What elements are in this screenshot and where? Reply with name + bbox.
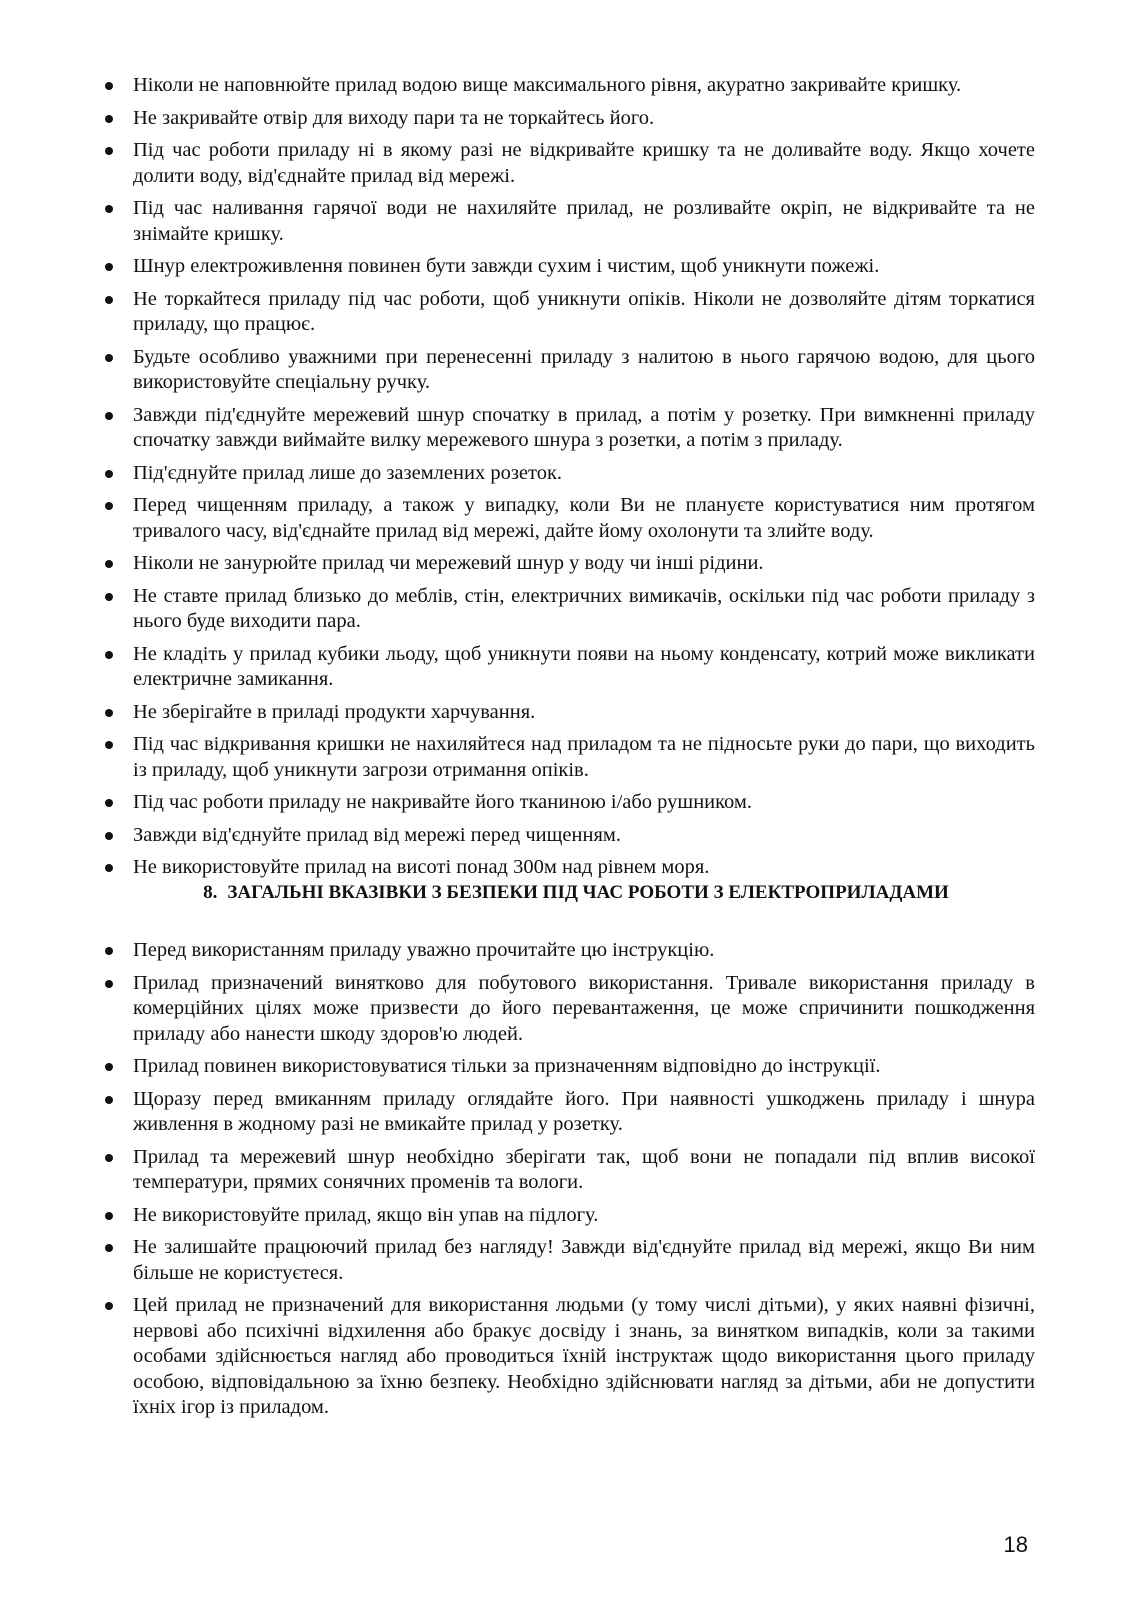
list-item — [103, 642, 1035, 693]
list-item-text: Під час наливання гарячої води не нахиляйте прилад, не розливайте окріп, не відкривайте та не знімайте кришку. — [133, 197, 1035, 245]
bullet-icon — [105, 1063, 113, 1071]
list-item — [103, 138, 1035, 189]
list-item-text: Прилад та мережевий шнур необхідно зберігати так, щоб вони не попадали під вплив високої температури, прямих сонячних променів та вологи. — [133, 1145, 1035, 1193]
section-heading — [0, 880, 1132, 906]
list-item — [103, 403, 1035, 454]
section-title: ЗАГАЛЬНІ ВКАЗІВКИ З БЕЗПЕКИ ПІД ЧАС РОБОТИ З ЕЛЕКТРОПРИЛАДАМИ — [227, 882, 949, 903]
list-item — [103, 700, 1035, 726]
bullet-icon — [105, 560, 113, 568]
list-item-text: Перед чищенням приладу, а також у випадку, коли Ви не плануєте користуватися ним протягом тривалого часу, від'єднайте прилад від мережі, дайте йому охолонути та злийте воду. — [133, 494, 1035, 542]
list-item — [103, 1087, 1035, 1138]
list-item-text: Ніколи не занурюйте прилад чи мережевий шнур у воду чи інші рідини. — [133, 552, 764, 574]
list-item — [103, 1235, 1035, 1286]
bullet-icon — [105, 354, 113, 362]
list-item-text: Цей прилад не призначений для використання людьми (у тому числі дітьми), у яких наявні фізичні, нервові або психічні відхилення або бракує досвіду і знань, за винятком випадків, коли за такими особами здійснюється нагляд або проводиться їхній інструктаж щодо використання цього приладу особою, відповідальною за їхню безпеку. Необхідно здійснювати нагляд за дітьми, аби не допустити їхніх ігор із приладом. — [133, 1294, 1035, 1418]
bullet-icon — [105, 82, 113, 90]
bullet-icon — [105, 651, 113, 659]
list-item-text: Щоразу перед вмиканням приладу оглядайте його. При наявності ушкоджень приладу і шнура живлення в жодному разі не вмикайте прилад у розетку. — [133, 1087, 1035, 1135]
list-item — [103, 823, 1035, 849]
list-item-text: Перед використанням приладу уважно прочитайте цю інструкцію. — [133, 939, 715, 961]
safety-list-2 — [103, 938, 1035, 1428]
list-item-text: Не кладіть у прилад кубики льоду, щоб уникнути появи на ньому конденсату, котрий може викликати електричне замикання. — [133, 642, 1035, 690]
section-number: 8. — [203, 882, 218, 903]
list-item-text: Під час роботи приладу не накривайте його тканиною і/або рушником. — [133, 791, 753, 813]
bullet-icon — [105, 832, 113, 840]
bullet-icon — [105, 1244, 113, 1252]
bullet-icon — [105, 980, 113, 988]
bullet-icon — [105, 502, 113, 510]
list-item — [103, 73, 1035, 99]
safety-list-1 — [103, 73, 1035, 888]
list-item-text: Завжди під'єднуйте мережевий шнур спочатку в прилад, а потім у розетку. При вимкненні приладу спочатку завжди виймайте вилку мережевого шнура з розетки, а потім з приладу. — [133, 403, 1035, 451]
bullet-icon — [105, 1096, 113, 1104]
bullet-icon — [105, 741, 113, 749]
list-item-text: Не закривайте отвір для виходу пари та не торкайтесь його. — [133, 106, 655, 129]
list-item — [103, 938, 1035, 964]
bullet-icon — [105, 147, 113, 155]
list-item-text: Не зберігайте в приладі продукти харчування. — [133, 700, 536, 723]
bullet-icon — [105, 799, 113, 807]
list-item-text: Під'єднуйте прилад лише до заземлених розеток. — [133, 461, 563, 484]
list-item — [103, 790, 1035, 816]
page-number: 18 — [1003, 1532, 1028, 1557]
list-item-text: Не використовуйте прилад на висоті понад 300м над рівнем моря. — [133, 856, 710, 878]
list-item — [103, 196, 1035, 247]
list-item-text: Під час відкривання кришки не нахиляйтеся над приладом та не підносьте руки до пари, що виходить із приладу, щоб уникнути загрози отримання опіків. — [133, 733, 1035, 781]
bullet-icon — [105, 864, 113, 872]
bullet-icon — [105, 1154, 113, 1162]
list-item-text: Не використовуйте прилад, якщо він упав на підлогу. — [133, 1203, 599, 1226]
list-item-text: Ніколи не наповнюйте прилад водою вище максимального рівня, акуратно закривайте кришку. — [133, 74, 962, 96]
list-item — [103, 1054, 1035, 1080]
list-item — [103, 106, 1035, 132]
list-item-text: Не залишайте працюючий прилад без нагляду! Завжди від'єднуйте прилад від мережі, якщо Ви ним більше не користуєтеся. — [133, 1236, 1035, 1284]
list-item — [103, 1293, 1035, 1421]
list-item-text: Будьте особливо уважними при перенесенні приладу з налитою в нього гарячою водою, для цього використовуйте спеціальну ручку. — [133, 345, 1035, 393]
bullet-icon — [105, 947, 113, 955]
list-item — [103, 732, 1035, 783]
list-item — [103, 1203, 1035, 1229]
list-item — [103, 1145, 1035, 1196]
list-item — [103, 551, 1035, 577]
list-item — [103, 971, 1035, 1048]
list-item — [103, 461, 1035, 487]
list-item — [103, 254, 1035, 280]
bullet-icon — [105, 412, 113, 420]
bullet-icon — [105, 205, 113, 213]
list-item-text: Шнур електроживлення повинен бути завжди сухим і чистим, щоб уникнути пожежі. — [133, 255, 880, 277]
bullet-icon — [105, 470, 113, 478]
list-item — [103, 493, 1035, 544]
list-item-text: Прилад повинен використовуватися тільки за призначенням відповідно до інструкції. — [133, 1055, 881, 1077]
bullet-icon — [105, 1212, 113, 1220]
bullet-icon — [105, 1302, 113, 1310]
bullet-icon — [105, 296, 113, 304]
bullet-icon — [105, 115, 113, 123]
bullet-icon — [105, 709, 113, 717]
bullet-icon — [105, 263, 113, 271]
bullet-icon — [105, 593, 113, 601]
list-item — [103, 584, 1035, 635]
list-item — [103, 345, 1035, 396]
list-item-text: Під час роботи приладу ні в якому разі не відкривайте кришку та не доливайте воду. Якщо хочете долити воду, від'єднайте прилад від мережі. — [133, 139, 1035, 187]
list-item — [103, 855, 1035, 881]
list-item — [103, 287, 1035, 338]
list-item-text: Не торкайтеся приладу під час роботи, щоб уникнути опіків. Ніколи не дозволяйте дітям торкатися приладу, що працює. — [133, 287, 1035, 335]
list-item-text: Завжди від'єднуйте прилад від мережі перед чищенням. — [133, 823, 621, 846]
list-item-text: Не ставте прилад близько до меблів, стін, електричних вимикачів, оскільки під час роботи приладу з нього буде виходити пара. — [133, 584, 1035, 632]
list-item-text: Прилад призначений винятково для побутового використання. Тривале використання приладу в комерційних цілях може призвести до його перевантаження, це може спричинити пошкодження приладу або нанести шкоду здоров'ю людей. — [133, 971, 1035, 1045]
